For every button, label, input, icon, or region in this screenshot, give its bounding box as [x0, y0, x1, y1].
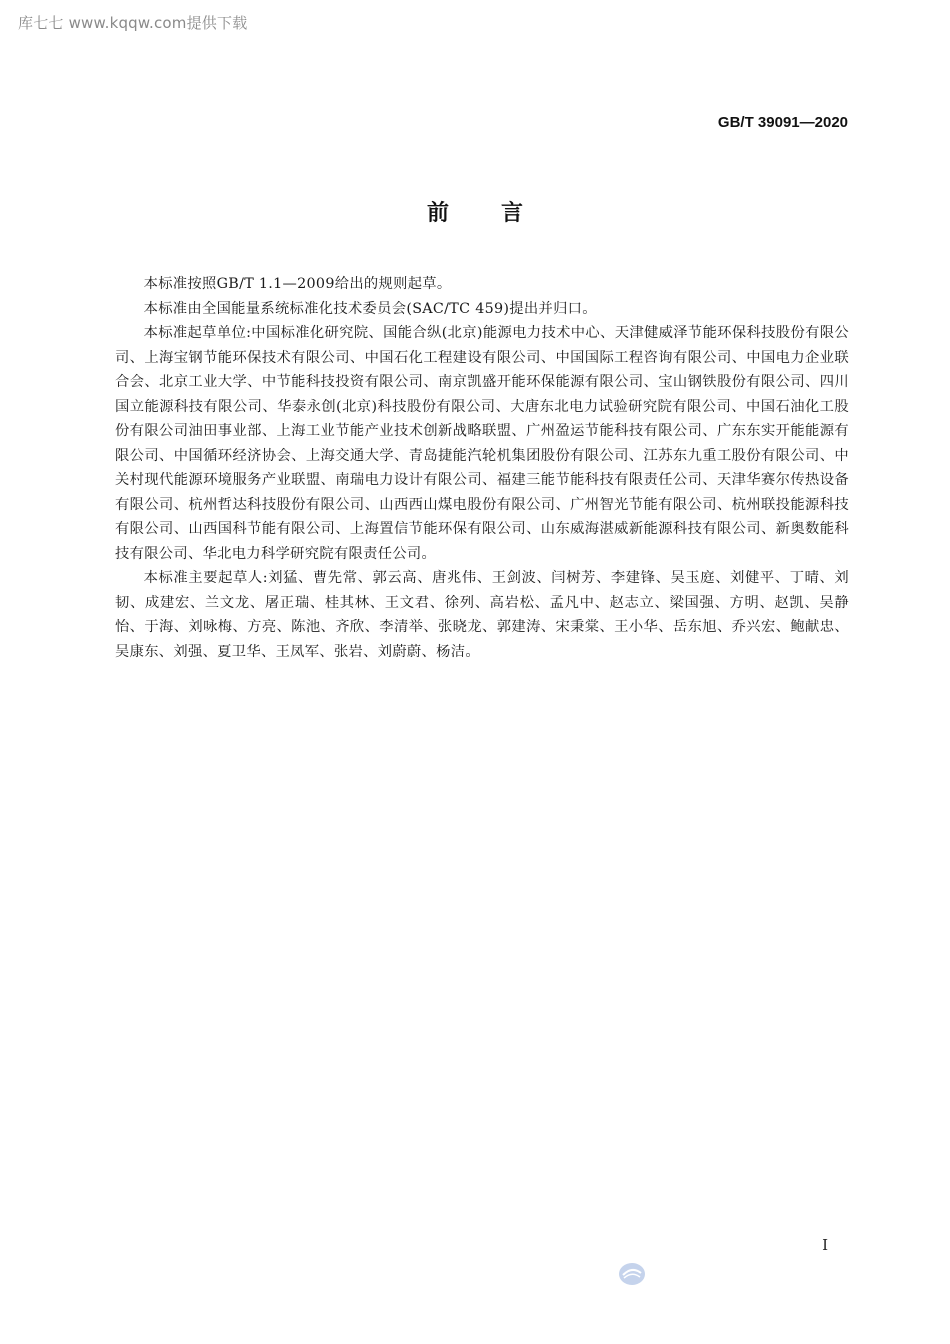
watermark-text: 库七七 www.kqqw.com提供下载 [18, 14, 248, 32]
foreword-body [115, 272, 849, 664]
sac-logo-icon [618, 1262, 646, 1286]
standard-number: GB/T 39091—2020 [717, 114, 848, 131]
page-title: 前言 [426, 201, 575, 226]
page-number: I [822, 1236, 828, 1254]
paragraph-drafting-units: 本标准起草单位:中国标准化研究院、国能合纵(北京)能源电力技术中心、天津健威泽节能环保科技股份有限公司、上海宝钢节能环保技术有限公司、中国石化工程建设有限公司、中国国际工程咨询有限公司、中国电力企业联合会、北京工业大学、中节能科技投资有限公司、南京凯盛开能环保能源有限公司、宝山钢铁股份有限公司、四川国立能源科技有限公司、华泰永创(北京)科技股份有限公司、大唐东北电力试验研究院有限公司、中国石油化工股份有限公司油田事业部、上海工业节能产业技术创新战略联盟、广州盈运节能科技有限公司、广东东实开能能源有限公司、中国循环经济协会、上海交通大学、青岛捷能汽轮机集团股份有限公司、江苏东九重工股份有限公司、中关村现代能源环境服务产业联盟、南瑞电力设计有限公司、福建三能节能科技有限责任公司、天津华赛尔传热设备有限公司、杭州哲达科技股份有限公司、山西西山煤电股份有限公司、广州智光节能有限公司、杭州联投能源科技有限公司、山西国科节能有限公司、上海置信节能环保有限公司、山东威海湛威新能源科技有限公司、新奥数能科技有限公司、华北电力科学研究院有限责任公司。 [115, 325, 849, 562]
paragraph-proposer: 本标准由全国能量系统标准化技术委员会(SAC/TC 459)提出并归口。 [143, 300, 597, 317]
paragraph-drafting-rules: 本标准按照GB/T 1.1—2009给出的规则起草。 [143, 276, 452, 292]
paragraph-drafters: 本标准主要起草人:刘猛、曹先常、郭云高、唐兆伟、王剑波、闫树芳、李建锋、吴玉庭、刘健平、丁晴、刘韧、成建宏、兰文龙、屠正瑞、桂其林、王文君、徐列、高岩松、孟凡中、赵志立、梁国强、方明、赵凯、吴静怡、于海、刘咏梅、方亮、陈池、齐欣、李清举、张晓龙、郭建涛、宋秉棠、王小华、岳东旭、乔兴宏、鲍献忠、吴康东、刘强、夏卫华、王凤军、张岩、刘蔚蔚、杨洁。 [115, 570, 849, 660]
